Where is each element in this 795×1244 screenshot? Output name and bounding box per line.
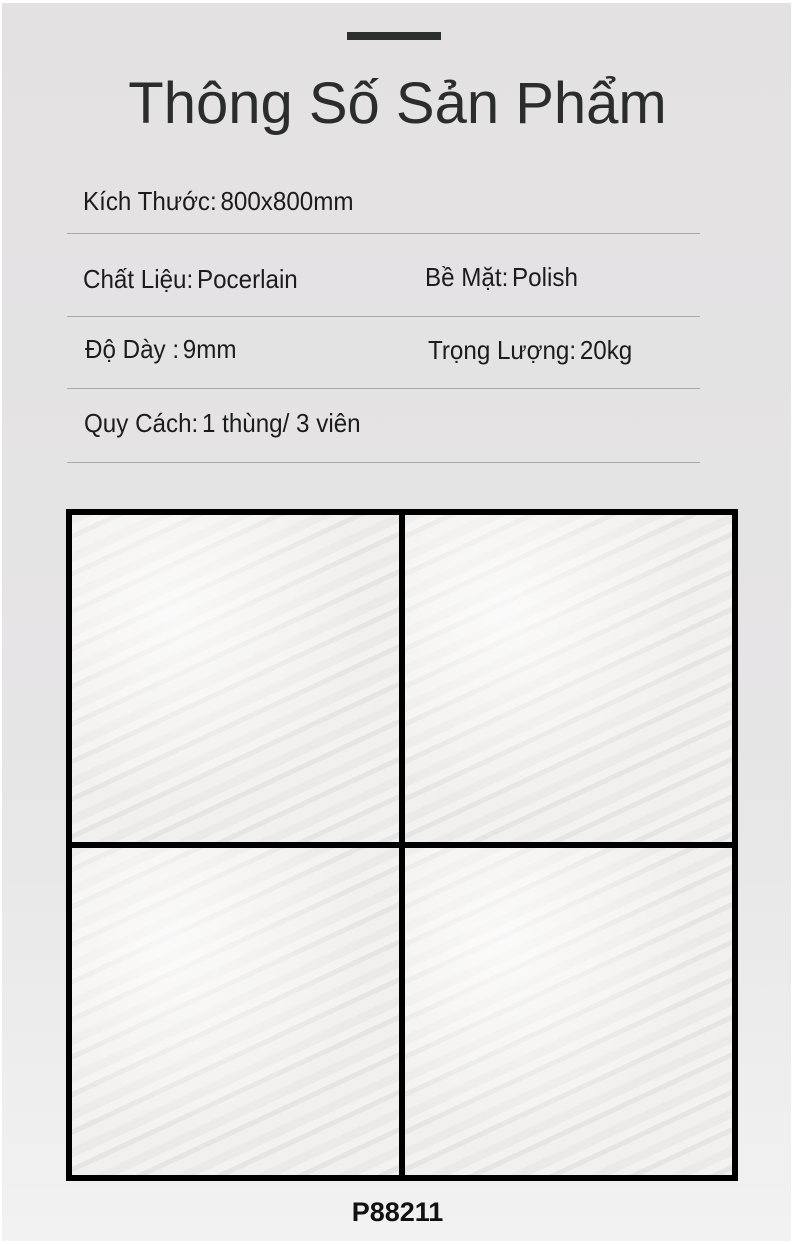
- tile-image: [72, 848, 399, 1175]
- tile-image: [405, 515, 732, 842]
- product-code: P88211: [351, 1197, 444, 1227]
- spec-value: Pocerlain: [196, 264, 298, 294]
- spec-value: 800x800mm: [220, 186, 354, 216]
- tile-image: [405, 848, 732, 1175]
- tile-image: [72, 515, 399, 842]
- spec-label: Độ Dày :: [85, 334, 180, 364]
- title-accent-bar: [347, 32, 441, 40]
- spec-value: 20kg: [579, 335, 633, 365]
- page-title: Thông Số Sản Phẩm: [128, 71, 667, 136]
- divider: [67, 233, 700, 234]
- spec-value: 1 thùng/ 3 viên: [201, 408, 361, 438]
- spec-label: Quy Cách:: [84, 408, 199, 438]
- divider: [67, 462, 700, 463]
- spec-value: 9mm: [182, 334, 237, 364]
- spec-weight: [428, 335, 632, 366]
- spec-size: [83, 186, 354, 217]
- spec-surface: [425, 262, 578, 293]
- spec-label: Kích Thước:: [83, 186, 217, 216]
- spec-value: Polish: [512, 262, 578, 292]
- spec-label: Chất Liệu:: [83, 264, 194, 294]
- spec-packing: [84, 408, 361, 439]
- spec-thickness: [85, 334, 237, 365]
- spec-label: Bề Mặt:: [425, 262, 509, 292]
- divider: [67, 388, 700, 389]
- tile-preview-grid: [66, 509, 738, 1181]
- divider: [67, 316, 700, 317]
- spec-label: Trọng Lượng:: [428, 335, 577, 365]
- spec-material: [83, 264, 298, 295]
